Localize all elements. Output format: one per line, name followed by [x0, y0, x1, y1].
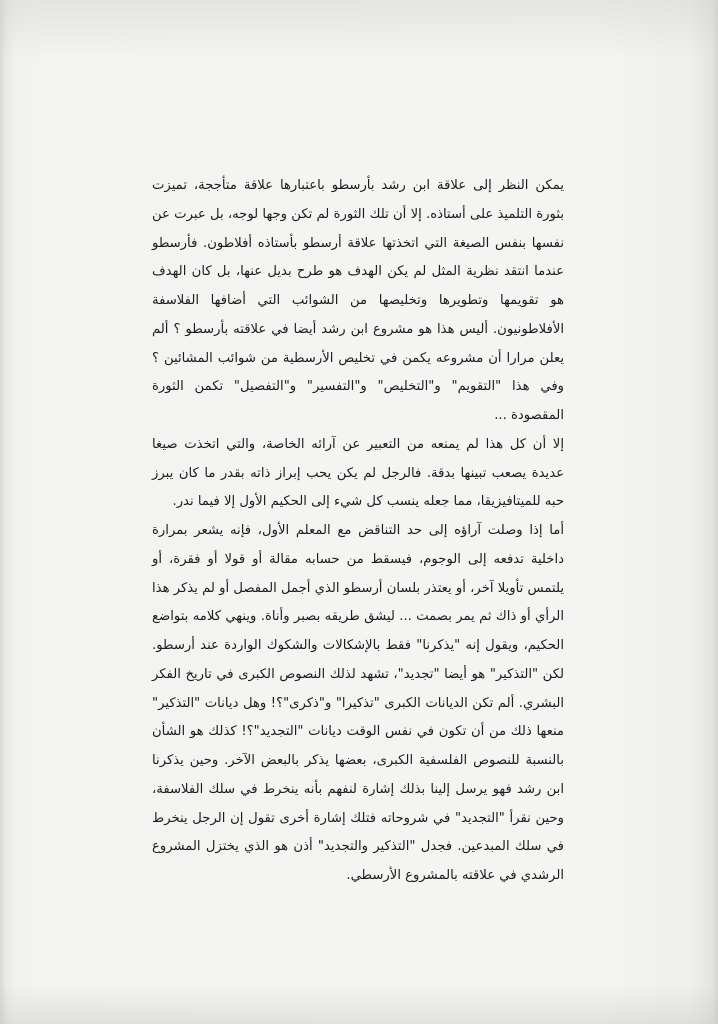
- paragraph-2: إلا أن كل هذا لم يمنعه من التعبير عن آرائه الخاصة، والتي اتخذت صيغا عديدة يصعب تبينها بدقة. فالرجل لم يكن يحب إبراز ذاته بقدر ما كان يبرز حبه للميتافيزيقا، مما جعله ينسب كل شيء إلى الحكيم الأول إلا فيما ندر.: [152, 436, 564, 510]
- page-edge-shadow-bottom: [0, 984, 718, 1024]
- page-edge-shadow-top: [0, 0, 718, 60]
- paragraph-3: أما إذا وصلت آراؤه إلى حد التناقض مع المعلم الأول، فإنه يشعر بمرارة داخلية تدفعه إلى الوجوم، فيسقط من حسابه مقالة أو قولا أو فقرة، أو يلتمس تأويلا آخر، أو يعتذر بلسان أرسطو الذي أجمل المفصل أو لم يذكر هذا الرأي أو ذاك ثم يمر بصمت ... ليشق طريقه بصبر وأناة. وينهي كلامه بتواضع الحكيم، ويقول إنه "يذكرنا" فقط بالإشكالات والشكوك الواردة عند أرسطو. لكن "التذكير" هو أيضا "تجديد"، تشهد لذلك النصوص الكبرى في تاريخ الفكر البشري. ألم تكن الديانات الكبرى "تذكيرا" و"ذكرى"؟! وهل ديانات "التذكير" منعها ذلك من أن تكون في نفس الوقت ديانات "التجديد"؟! كذلك هو الشأن بالنسبة للنصوص الفلسفية الكبرى، بعضها يذكر بالبعض الآخر. وحين يذكرنا ابن رشد فهو يرسل إلينا بذلك إشارة لنفهم بأنه ينخرط في سلك الفلاسفة، وحين نقرأ "التجديد" في شروحاته فتلك إشارة أخرى تقول إن الرجل ينخرط في سلك المبدعين. فجدل "التذكير والتجديد" أذن هو الذي يختزل المشروع الرشدي في علاقته بالمشروع الأرسطي.: [152, 523, 564, 883]
- paragraph-1: يمكن النظر إلى علاقة ابن رشد بأرسطو باعتبارها علاقة متأججة، تميزت بثورة التلميذ على أستاذه. إلا أن تلك الثورة لم تكن وجها لوجه، بل عبرت عن نفسها بنفس الصيغة التي اتخذتها علاقة أرسطو بأستاذه أفلاطون. فأرسطو عندما انتقد نظرية المثل لم يكن الهدف هو طرح بديل عنها، بل كان الهدف هو تقويمها وتطويرها وتخليصها من الشوائب التي أضافها الفلاسفة الأفلاطونيون. أليس هذا هو مشروع ابن رشد أيضا في علاقته بأرسطو ؟ ألم يعلن مرارا أن مشروعه يكمن في تخليص الأرسطية من شوائب المشائين ؟ وفي هذا "التقويم" و"التخليص" و"التفسير" و"التفصيل" تكمن الثورة المقصودة ...: [152, 178, 564, 423]
- page-body-text: [152, 172, 564, 891]
